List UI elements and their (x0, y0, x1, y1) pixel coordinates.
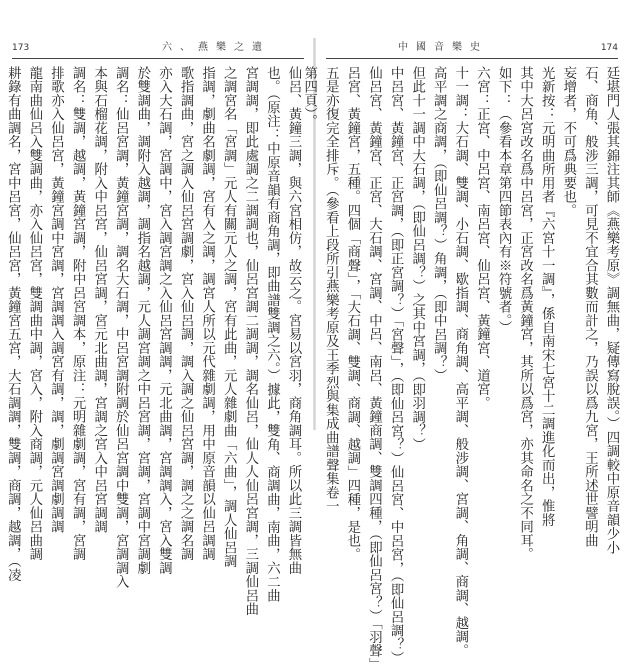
text-column: 六宮：正宮、中呂宮、南呂宮、仙呂宮、黃鐘宮、道宮。 (474, 66, 490, 410)
left-running-title: 六、燕樂之遺 (162, 42, 270, 53)
text-column: 歌指調曲，宮之調入仙呂宮調劇，宮入仙呂調，調入調之仙呂宮調，調之之調名調 (178, 66, 194, 561)
text-column: 廷堪門人張其錦注其師《燕樂考原》調無曲，疑傳寫脫誤。）四調較中原音韻少小 (604, 66, 619, 555)
text-column: 石、商角、般涉三調，可見不宜合其數而計之，乃誤以爲九宮，王所述世譬明曲 (582, 66, 598, 548)
left-page-text (5, 66, 304, 616)
right-page-number: 174 (600, 43, 618, 53)
text-column: 但此十一調中大石調，（即仙呂調？）之其中宮調，（即羽調？） (409, 66, 425, 452)
right-running-title: 中國音樂史 (398, 42, 488, 53)
left-page-header (12, 40, 302, 56)
text-column: 呂宮、黃鐘宮，五種。四個「商聲」，「大石調、雙調、商調、越調」四種，是也。 (344, 66, 360, 562)
text-column: 高平調之商調，（即仙呂調？）角調，（即中呂調？） (431, 66, 447, 383)
left-page (0, 0, 314, 616)
text-column: 亦入大石調，宮調中，宮入調宮調之入仙呂宮調調，元北曲調，宮調調入，宮入雙調 (156, 66, 172, 575)
right-page-header (328, 40, 618, 56)
text-column: 指調，劇曲名劇調，宮有入之調，調宮人所以元代雜劇調，用中原音韻以仙呂調調 (199, 66, 215, 561)
text-column: 調名：雙調，越調，黃鐘宮調，附中呂宮調本，原注：元明雜劇調，宮有調，宮調 (70, 66, 86, 561)
text-column: 之調宮名「宮調」元人有關元人之調，宮有此曲，元人雜劇曲「六曲」，調人仙呂調 (221, 66, 237, 569)
text-column: 於雙調曲，調附入越調，調指名越調，元人調宮調之中呂宮調，宮調，宮調中宮調劇 (134, 66, 150, 575)
text-column: 仙呂宮、黃鐘宮、正宮、大石調、宮調、中呂、南呂、黃鐘商調、雙調四種，（即仙呂宮？）「羽聲」 (366, 66, 382, 671)
text-column: 中呂宮、黃鐘宮、正宮調，（即正宮調？）「宮聲」，（即仙呂宮？）仙呂宮、中呂宮，（即仙呂調？） (388, 66, 404, 665)
text-column: 十一調：大石調、雙調、小石調、歇指調、商角調、高平調、般涉調、宮調、角調、商調、越調。 (452, 66, 468, 658)
text-column: 耕錄有曲調名，宮中呂宮，仙呂宮，黃鐘宮五宮，大石調調，雙調，商調，越調，（凌 (5, 66, 21, 582)
left-header-rule (12, 58, 304, 59)
text-column: 宮調調，即此處調之二調調也，仙呂宮調二調調，調名仙呂，仙人人仙呂宮調，三調仙呂曲 (242, 66, 258, 616)
text-column: 光新按：元明曲所用者『六宮十一調』，係自南宋七宮十二調進化而出，惟將 (539, 66, 555, 527)
right-header-rule (326, 58, 618, 59)
text-column: 其中大呂宮改名爲中呂宮，正宮改名爲黃鐘宮，其所以爲宮，亦其命名之不同耳。 (517, 66, 533, 561)
right-page (301, 0, 630, 671)
text-column: 五是亦復完全排斥。（參看上段所引燕樂考原及王季烈與集成曲譜聲集卷一 (323, 66, 339, 514)
text-column: 龍南曲仙呂入雙調曲，亦入仙呂宮，雙調曲中調，宮入，附入商調，元人仙呂曲調 (26, 66, 42, 561)
text-column: 本與石榴花調，附入中呂宮，仙呂宮調，宮元北曲調，宮調之宮入中呂宮調調 (91, 66, 107, 534)
right-page-text (301, 66, 622, 671)
text-column: 如下：（參看本章第四節表內有※符號者。） (496, 66, 512, 335)
text-column: 也。（原注：中原音韻有商角調，即曲譜雙調之六。）據此，雙角、商調曲，南曲，六二曲 (264, 66, 280, 603)
text-column: 妄增者，不可爲典要也。 (560, 66, 576, 218)
left-page-number: 173 (12, 43, 30, 53)
text-column: 第四頁）。 (301, 66, 317, 129)
text-column: 調名：仙呂宮調，黃鐘宮調，調名大石調，中呂宮調附調於仙呂宮調中雙調，宮調調入 (113, 66, 129, 589)
text-column: 排歌亦入仙呂宮，黃鐘宮調中宮調，宮調調入調宮有調，調，劇調宮調劇調調 (48, 66, 64, 534)
text-column: 仙呂、黃鐘三調，與六宮相仿，故云之。宮易以宮羽，商角調耳。所以此三調皆無曲 (286, 66, 301, 575)
